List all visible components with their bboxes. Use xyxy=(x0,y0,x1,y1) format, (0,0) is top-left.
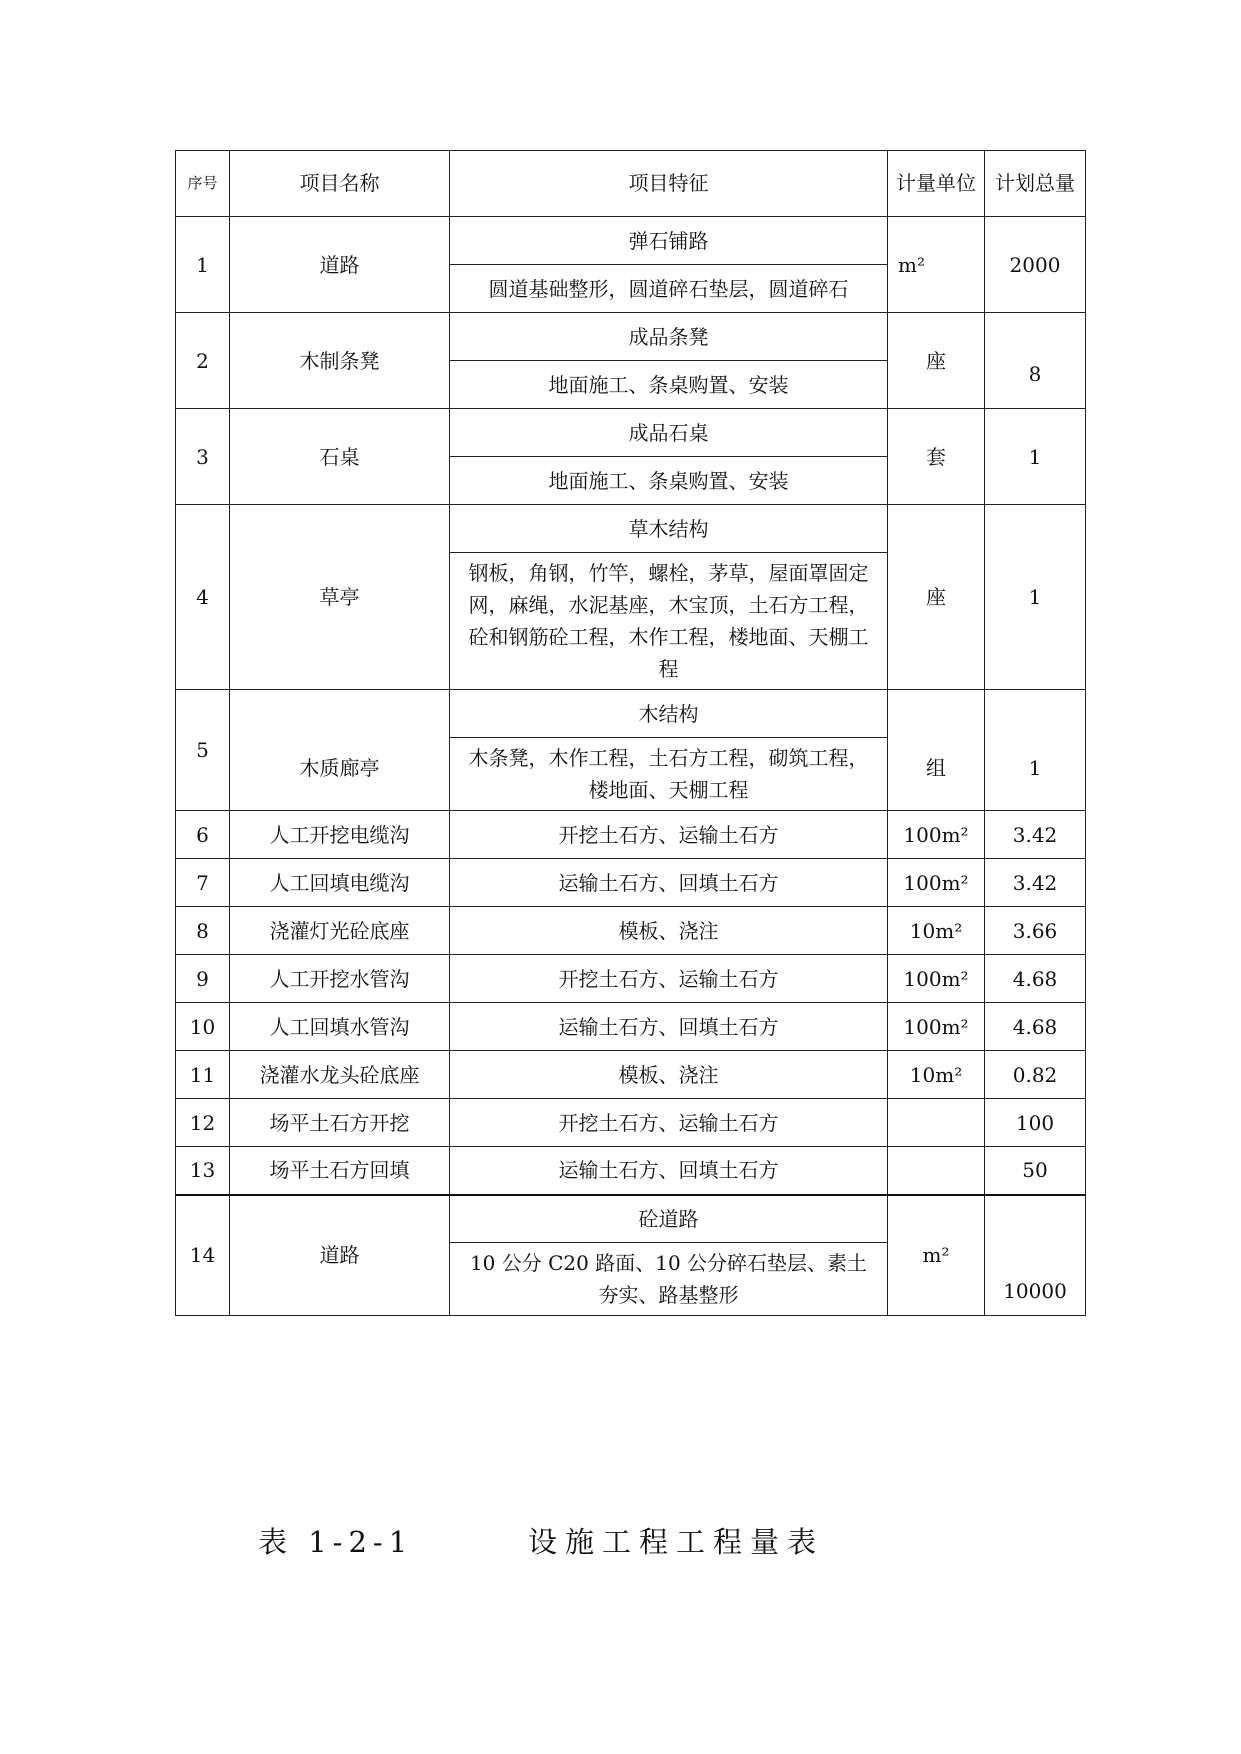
cell-unit xyxy=(888,1099,985,1147)
cell-total: 10000 xyxy=(985,1195,1086,1316)
cell-name: 木制条凳 xyxy=(230,313,450,409)
table-row xyxy=(176,409,1086,457)
cell-total: 100 xyxy=(985,1099,1086,1147)
table-caption-title: 设施工程工程量表 xyxy=(528,1525,825,1559)
cell-unit: 10m² xyxy=(888,907,985,955)
cell-unit: 100m² xyxy=(888,1003,985,1051)
cell-feature-main: 弹石铺路 xyxy=(450,217,888,265)
cell-index: 3 xyxy=(176,409,230,505)
cell-index: 4 xyxy=(176,505,230,690)
cell-index: 6 xyxy=(176,811,230,859)
header-total: 计划总量 xyxy=(985,151,1086,217)
table-row xyxy=(176,1195,1086,1243)
cell-name: 道路 xyxy=(230,1195,450,1316)
cell-name: 人工回填电缆沟 xyxy=(230,859,450,907)
cell-unit: 100m² xyxy=(888,811,985,859)
cell-unit: 座 xyxy=(888,505,985,690)
cell-name: 人工开挖水管沟 xyxy=(230,955,450,1003)
cell-unit: 座 xyxy=(888,313,985,409)
table-row xyxy=(176,690,1086,738)
cell-unit: 10m² xyxy=(888,1051,985,1099)
cell-feature-main: 草木结构 xyxy=(450,505,888,553)
cell-index: 2 xyxy=(176,313,230,409)
cell-feature-detail: 木条凳，木作工程，土石方工程，砌筑工程，楼地面、天棚工程 xyxy=(450,738,888,811)
cell-unit: m² xyxy=(888,217,985,313)
cell-total: 3.42 xyxy=(985,859,1086,907)
table-row xyxy=(176,955,1086,1003)
cell-feature: 模板、浇注 xyxy=(450,907,888,955)
table-row xyxy=(176,1099,1086,1147)
cell-index: 14 xyxy=(176,1195,230,1316)
cell-total: 2000 xyxy=(985,217,1086,313)
table-header-row xyxy=(176,151,1086,217)
header-name: 项目名称 xyxy=(230,151,450,217)
cell-feature-detail: 地面施工、条桌购置、安装 xyxy=(450,457,888,505)
cell-index: 10 xyxy=(176,1003,230,1051)
cell-total: 3.66 xyxy=(985,907,1086,955)
cell-name: 人工回填水管沟 xyxy=(230,1003,450,1051)
cell-index: 13 xyxy=(176,1147,230,1195)
cell-total: 50 xyxy=(985,1147,1086,1195)
cell-feature-detail: 圆道基础整形，圆道碎石垫层，圆道碎石 xyxy=(450,265,888,313)
cell-total: 4.68 xyxy=(985,955,1086,1003)
cell-name: 道路 xyxy=(230,217,450,313)
cell-unit xyxy=(888,1147,985,1195)
header-index: 序号 xyxy=(176,151,230,217)
cell-name: 草亭 xyxy=(230,505,450,690)
table-row xyxy=(176,907,1086,955)
cell-unit: 100m² xyxy=(888,859,985,907)
cell-feature: 运输土石方、回填土石方 xyxy=(450,1147,888,1195)
cell-feature-main: 成品石桌 xyxy=(450,409,888,457)
cell-total: 4.68 xyxy=(985,1003,1086,1051)
cell-total: 3.42 xyxy=(985,811,1086,859)
cell-feature-detail: 地面施工、条桌购置、安装 xyxy=(450,361,888,409)
cell-feature-main: 成品条凳 xyxy=(450,313,888,361)
quantity-table xyxy=(175,150,1086,1316)
cell-index: 8 xyxy=(176,907,230,955)
cell-feature: 开挖土石方、运输土石方 xyxy=(450,811,888,859)
cell-feature-main: 木结构 xyxy=(450,690,888,738)
cell-feature: 开挖土石方、运输土石方 xyxy=(450,1099,888,1147)
cell-unit: 套 xyxy=(888,409,985,505)
header-feature: 项目特征 xyxy=(450,151,888,217)
cell-name: 石桌 xyxy=(230,409,450,505)
cell-index: 12 xyxy=(176,1099,230,1147)
table-row xyxy=(176,313,1086,361)
cell-total: 1 xyxy=(985,505,1086,690)
cell-feature-detail: 钢板，角钢，竹竿，螺栓，茅草，屋面罩固定网，麻绳，水泥基座，木宝顶，土石方工程，砼和钢筋砼工程，木作工程，楼地面、天棚工程 xyxy=(450,553,888,690)
cell-feature-main: 砼道路 xyxy=(450,1195,888,1243)
table-row xyxy=(176,505,1086,553)
cell-unit: m² xyxy=(888,1195,985,1316)
cell-name: 人工开挖电缆沟 xyxy=(230,811,450,859)
cell-index: 9 xyxy=(176,955,230,1003)
table-caption-number: 表 1-2-1 xyxy=(258,1525,414,1559)
cell-name: 木质廊亭 xyxy=(230,690,450,811)
table-row xyxy=(176,1051,1086,1099)
table-row xyxy=(176,1003,1086,1051)
cell-feature: 开挖土石方、运输土石方 xyxy=(450,955,888,1003)
header-unit: 计量单位 xyxy=(888,151,985,217)
cell-feature: 运输土石方、回填土石方 xyxy=(450,859,888,907)
cell-name: 浇灌水龙头砼底座 xyxy=(230,1051,450,1099)
cell-total: 1 xyxy=(985,690,1086,811)
table-row xyxy=(176,1147,1086,1195)
cell-name: 场平土石方开挖 xyxy=(230,1099,450,1147)
cell-total: 1 xyxy=(985,409,1086,505)
cell-total: 8 xyxy=(985,313,1086,409)
cell-unit: 100m² xyxy=(888,955,985,1003)
table-row xyxy=(176,859,1086,907)
cell-index: 7 xyxy=(176,859,230,907)
cell-index: 1 xyxy=(176,217,230,313)
cell-feature-detail: 10 公分 C20 路面、10 公分碎石垫层、素土夯实、路基整形 xyxy=(450,1243,888,1316)
cell-unit: 组 xyxy=(888,690,985,811)
cell-index: 5 xyxy=(176,690,230,811)
cell-feature: 运输土石方、回填土石方 xyxy=(450,1003,888,1051)
cell-name: 浇灌灯光砼底座 xyxy=(230,907,450,955)
cell-name: 场平土石方回填 xyxy=(230,1147,450,1195)
table-row xyxy=(176,217,1086,265)
table-row xyxy=(176,811,1086,859)
cell-feature: 模板、浇注 xyxy=(450,1051,888,1099)
cell-total: 0.82 xyxy=(985,1051,1086,1099)
cell-index: 11 xyxy=(176,1051,230,1099)
